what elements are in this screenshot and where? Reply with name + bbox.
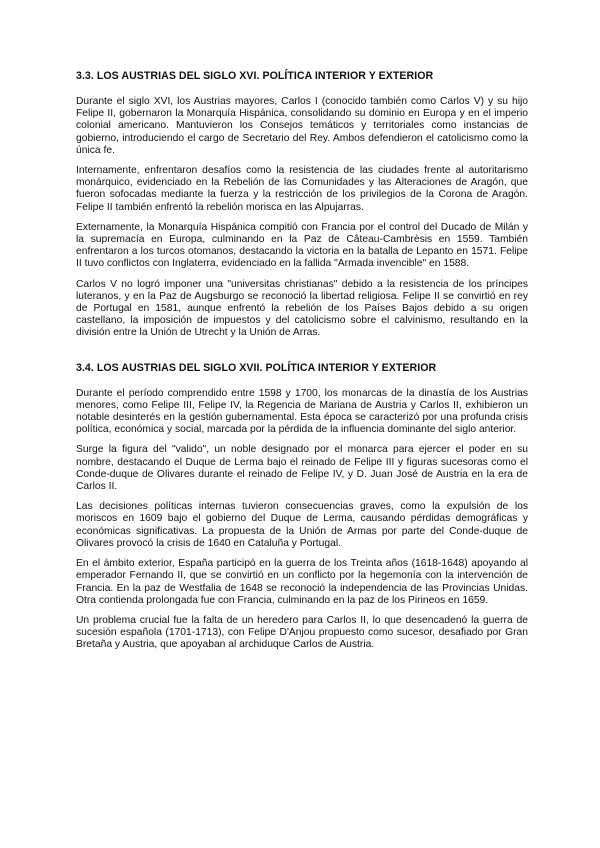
section-title: 3.4. LOS AUSTRIAS DEL SIGLO XVII. POLÍTICA INTERIOR Y EXTERIOR [76,361,437,374]
paragraph: Las decisiones políticas internas tuvieron consecuencias graves, como la expulsión de los moriscos en 1609 bajo el gobierno del Duque de Lerma, causando pérdidas demográficas y económicas significativas. La propuesta de la Unión de Armas por parte del Conde-duque de Olivares provocó la crisis de 1640 en Cataluña y Portugal. [76,501,528,549]
paragraph: Carlos V no logró imponer una "universitas christianas" debido a la resistencia de los príncipes luteranos, y en la Paz de Augsburgo se reconoció la libertad religiosa. Felipe II se convirtió en rey de Portugal en 1581, aunque enfrentó la rebelión de los Países Bajos debido a su origen castellano, la imposición de impuestos y del catolicismo sobre el calvinismo, resultando en la división entre la Unión de Utrecht y la Unión de Arras. [76,278,528,339]
paragraph: Durante el período comprendido entre 1598 y 1700, los monarcas de la dinastía de los Austrias menores, como Felipe III, Felipe IV, la Regencia de Mariana de Austria y Carlos II, exhibieron un notable desinterés en la gestión gubernamental. Esta época se caracterizó por una profunda crisis política, económica y social, marcada por la pérdida de la influencia dominante del siglo anterior. [76,387,528,436]
paragraph: En el ámbito exterior, España participó en la guerra de los Treinta años (1618-1648) apoyando al emperador Fernando II, que se convirtió en un conflicto por la hegemonía con la intervención de Francia. En la paz de Westfalia de 1648 se reconoció la independencia de las Provincias Unidas. Otra contienda prolongada fue con Francia, culminando en la paz de los Pirineos en 1659. [76,558,528,606]
paragraph: Surge la figura del "valido", un noble designado por el monarca para ejercer el poder en su nombre, destacando el Duque de Lerma bajo el reinado de Felipe III y figuras sucesoras como el Conde-duque de Olivares durante el reinado de Felipe IV, y D. Juan José de Austria en la era de Carlos II. [76,444,528,493]
document-page [76,70,528,660]
paragraph: Internamente, enfrentaron desafíos como la resistencia de las ciudades frente al autoritarismo monárquico, evidenciado en la Rebelión de las Comunidades y las Alteraciones de Aragón, que fueron sofocadas mediante la fuerza y la restricción de los privilegios de la Corona de Aragón. Felipe II también enfrentó la rebelión morisca en las Alpujarras. [76,165,528,213]
section-title: 3.3. LOS AUSTRIAS DEL SIGLO XVI. POLÍTICA INTERIOR Y EXTERIOR [76,70,434,82]
paragraph: Un problema crucial fue la falta de un heredero para Carlos II, lo que desencadenó la guerra de sucesión española (1701-1713), con Felipe D'Anjou propuesto como sucesor, desafiado por Gran Bretaña y Austria, que apoyaban al archiduque Carlos de Austria. [76,614,528,651]
section-austrias-siglo-xvi [76,70,528,340]
section-austrias-siglo-xvii [76,362,528,652]
paragraph: Externamente, la Monarquía Hispánica compitió con Francia por el control del Ducado de Milán y la supremacía en Europa, culminando en la Paz de Câteau-Cambrèsis en 1559. También enfrentaron a los turcos otomanos, destacando la victoria en la batalla de Lepanto en 1571. Felipe II tuvo conflictos con Inglaterra, evidenciado en la fallida "Armada invencible" en 1588. [76,221,528,270]
paragraph: Durante el siglo XVI, los Austrias mayores, Carlos I (conocido también como Carlos V) y su hijo Felipe II, gobernaron la Monarquía Hispánica, consolidando su dominio en Europa y en el imperio colonial americano. Mantuvieron los Consejos temáticos y territoriales como instancias de gobierno, introduciendo el cargo de Secretario del Rey. Ambos defendieron el catolicismo como la única fe. [76,96,528,156]
